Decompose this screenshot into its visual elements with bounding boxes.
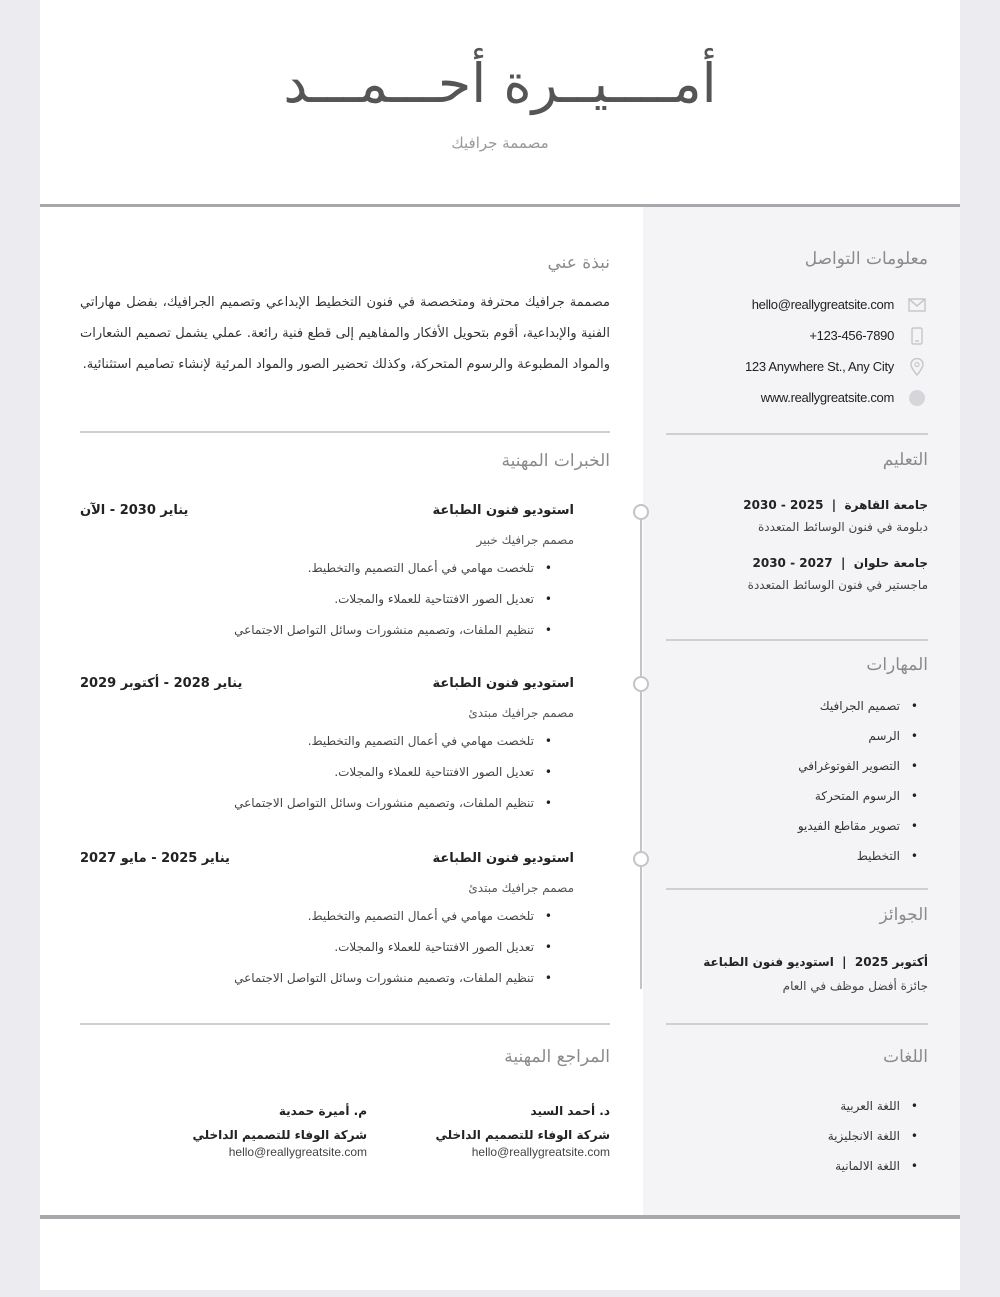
education-item: جامعة القاهرة | 2025 - 2030 دبلومة في فنون الوسائط المتعددة <box>666 498 928 534</box>
job-bullet: • تعديل الصور الافتتاحية للعملاء والمجلات. <box>132 592 552 623</box>
skill-item: • التخطيط <box>666 849 918 879</box>
degree: دبلومة في فنون الوسائط المتعددة <box>758 520 928 534</box>
award-item: أكتوبر 2025 | استوديو فنون الطباعة جائزة أفضل موظف في العام <box>666 955 928 993</box>
job-role: مصمم جرافيك مبتدئ <box>468 706 574 720</box>
job-entry <box>80 503 610 637</box>
timeline-dot <box>633 676 649 692</box>
awards-section <box>666 905 928 993</box>
footer-divider <box>40 1215 960 1219</box>
school-years: 2025 - 2030 <box>743 498 824 512</box>
timeline-dot <box>633 504 649 520</box>
contact-website[interactable] <box>666 382 928 413</box>
job-role: مصمم جرافيك مبتدئ <box>468 881 574 895</box>
reference-company: شركة الوفاء للتصميم الداخلي <box>435 1128 610 1142</box>
education-section <box>666 450 928 614</box>
about-text: مصممة جرافيك محترفة ومتخصصة في فنون التخطيط الإبداعي وتصميم الجرافيك، بفضل مهاراتي الفنية والإبداعية، أقوم بتحويل الأفكار والمفاهيم إلى قطع فنية رائعة. عملي يشمل تصميم الشعارات والمواد المطبوعة والرسوم المتحركة، وكذلك تحضير الصور والمواد المرئية لإنشاء تصاميم استثنائية. <box>80 295 610 372</box>
main-content <box>80 207 610 1215</box>
award-title: جائزة أفضل موظف في العام <box>782 979 928 993</box>
experience-heading-wrap <box>80 451 610 471</box>
languages-heading: اللغات <box>883 1047 928 1067</box>
skills-heading: المهارات <box>866 655 928 675</box>
about-heading: نبذة عني <box>547 253 610 273</box>
skill-item: • تصميم الجرافيك <box>666 699 918 729</box>
job-title: مصممة جرافيك <box>451 134 549 152</box>
reference-name: د. أحمد السيد <box>530 1104 610 1118</box>
location-pin-icon <box>906 358 928 376</box>
phone-value: +123-456-7890 <box>809 328 894 343</box>
contact-heading: معلومات التواصل <box>804 249 928 269</box>
job-date: يناير 2025 - مايو 2027 <box>80 851 230 866</box>
job-company: استوديو فنون الطباعة <box>432 851 574 866</box>
divider <box>666 1023 928 1025</box>
job-date: يناير 2028 - أكتوبر 2029 <box>80 676 243 691</box>
reference-company: شركة الوفاء للتصميم الداخلي <box>192 1128 367 1142</box>
divider <box>80 1023 610 1025</box>
job-bullet: • تعديل الصور الافتتاحية للعملاء والمجلات. <box>132 940 552 971</box>
school-name: جامعة حلوان <box>853 556 928 570</box>
awards-heading: الجوائز <box>879 905 928 925</box>
references-heading: المراجع المهنية <box>504 1047 610 1067</box>
award-org: استوديو فنون الطباعة <box>703 955 834 969</box>
resume-header <box>40 0 960 206</box>
language-item: • اللغة العربية <box>666 1099 918 1129</box>
job-bullet: • تنظيم الملفات، وتصميم منشورات وسائل التواصل الاجتماعي <box>132 971 552 1002</box>
divider <box>666 639 928 641</box>
award-date: أكتوبر 2025 <box>854 955 928 969</box>
job-entry <box>80 676 610 810</box>
phone-icon <box>906 327 928 345</box>
divider <box>666 433 928 435</box>
timeline-dot <box>633 851 649 867</box>
education-item: جامعة حلوان | 2027 - 2030 ماجستير في فنون الوسائط المتعددة <box>666 556 928 592</box>
job-bullet: • تلخصت مهامي في أعمال التصميم والتخطيط. <box>132 561 552 592</box>
contact-section <box>666 249 928 413</box>
language-item: • اللغة الانجليزية <box>666 1129 918 1159</box>
degree: ماجستير في فنون الوسائط المتعددة <box>747 578 928 592</box>
job-bullet: • تعديل الصور الافتتاحية للعملاء والمجلات. <box>132 765 552 796</box>
divider <box>80 431 610 433</box>
reference-name: م. أميرة حمدية <box>278 1104 367 1118</box>
languages-section <box>666 1047 928 1189</box>
job-entry <box>80 851 610 985</box>
contact-address <box>666 351 928 382</box>
reference-item <box>370 1104 610 1159</box>
divider <box>666 888 928 890</box>
references-heading-wrap <box>80 1047 610 1067</box>
job-bullet: • تنظيم الملفات، وتصميم منشورات وسائل التواصل الاجتماعي <box>132 796 552 827</box>
language-item: • اللغة الالمانية <box>666 1159 918 1189</box>
website-value: www.reallygreatsite.com <box>760 390 894 405</box>
job-role: مصمم جرافيك خبير <box>476 533 574 547</box>
contact-email[interactable] <box>666 289 928 320</box>
skill-item: • الرسوم المتحركة <box>666 789 918 819</box>
reference-email[interactable]: hello@reallygreatsite.com <box>471 1145 610 1159</box>
job-bullet: • تلخصت مهامي في أعمال التصميم والتخطيط. <box>132 909 552 940</box>
school-years: 2027 - 2030 <box>752 556 833 570</box>
sidebar <box>643 207 960 1215</box>
school-name: جامعة القاهرة <box>844 498 928 512</box>
education-heading: التعليم <box>882 450 928 470</box>
envelope-icon <box>906 296 928 314</box>
skill-item: • التصوير الفوتوغرافي <box>666 759 918 789</box>
job-bullet: • تنظيم الملفات، وتصميم منشورات وسائل التواصل الاجتماعي <box>132 623 552 654</box>
experience-heading: الخبرات المهنية <box>501 451 610 471</box>
globe-icon <box>906 389 928 407</box>
job-bullet: • تلخصت مهامي في أعمال التصميم والتخطيط. <box>132 734 552 765</box>
person-name: أمــــيــرة أحـــمـــد <box>283 52 717 115</box>
email-value: hello@reallygreatsite.com <box>751 297 894 312</box>
reference-email[interactable]: hello@reallygreatsite.com <box>228 1145 367 1159</box>
skills-section <box>666 655 928 879</box>
address-value: 123 Anywhere St., Any City <box>744 359 894 374</box>
job-company: استوديو فنون الطباعة <box>432 503 574 518</box>
skill-item: • الرسم <box>666 729 918 759</box>
job-company: استوديو فنون الطباعة <box>432 676 574 691</box>
reference-item <box>127 1104 367 1159</box>
skill-item: • تصوير مقاطع الفيديو <box>666 819 918 849</box>
job-date: يناير 2030 - الآن <box>80 503 189 518</box>
about-section <box>80 253 610 380</box>
contact-phone[interactable] <box>666 320 928 351</box>
timeline-line <box>640 519 642 989</box>
resume-page <box>40 0 960 1290</box>
